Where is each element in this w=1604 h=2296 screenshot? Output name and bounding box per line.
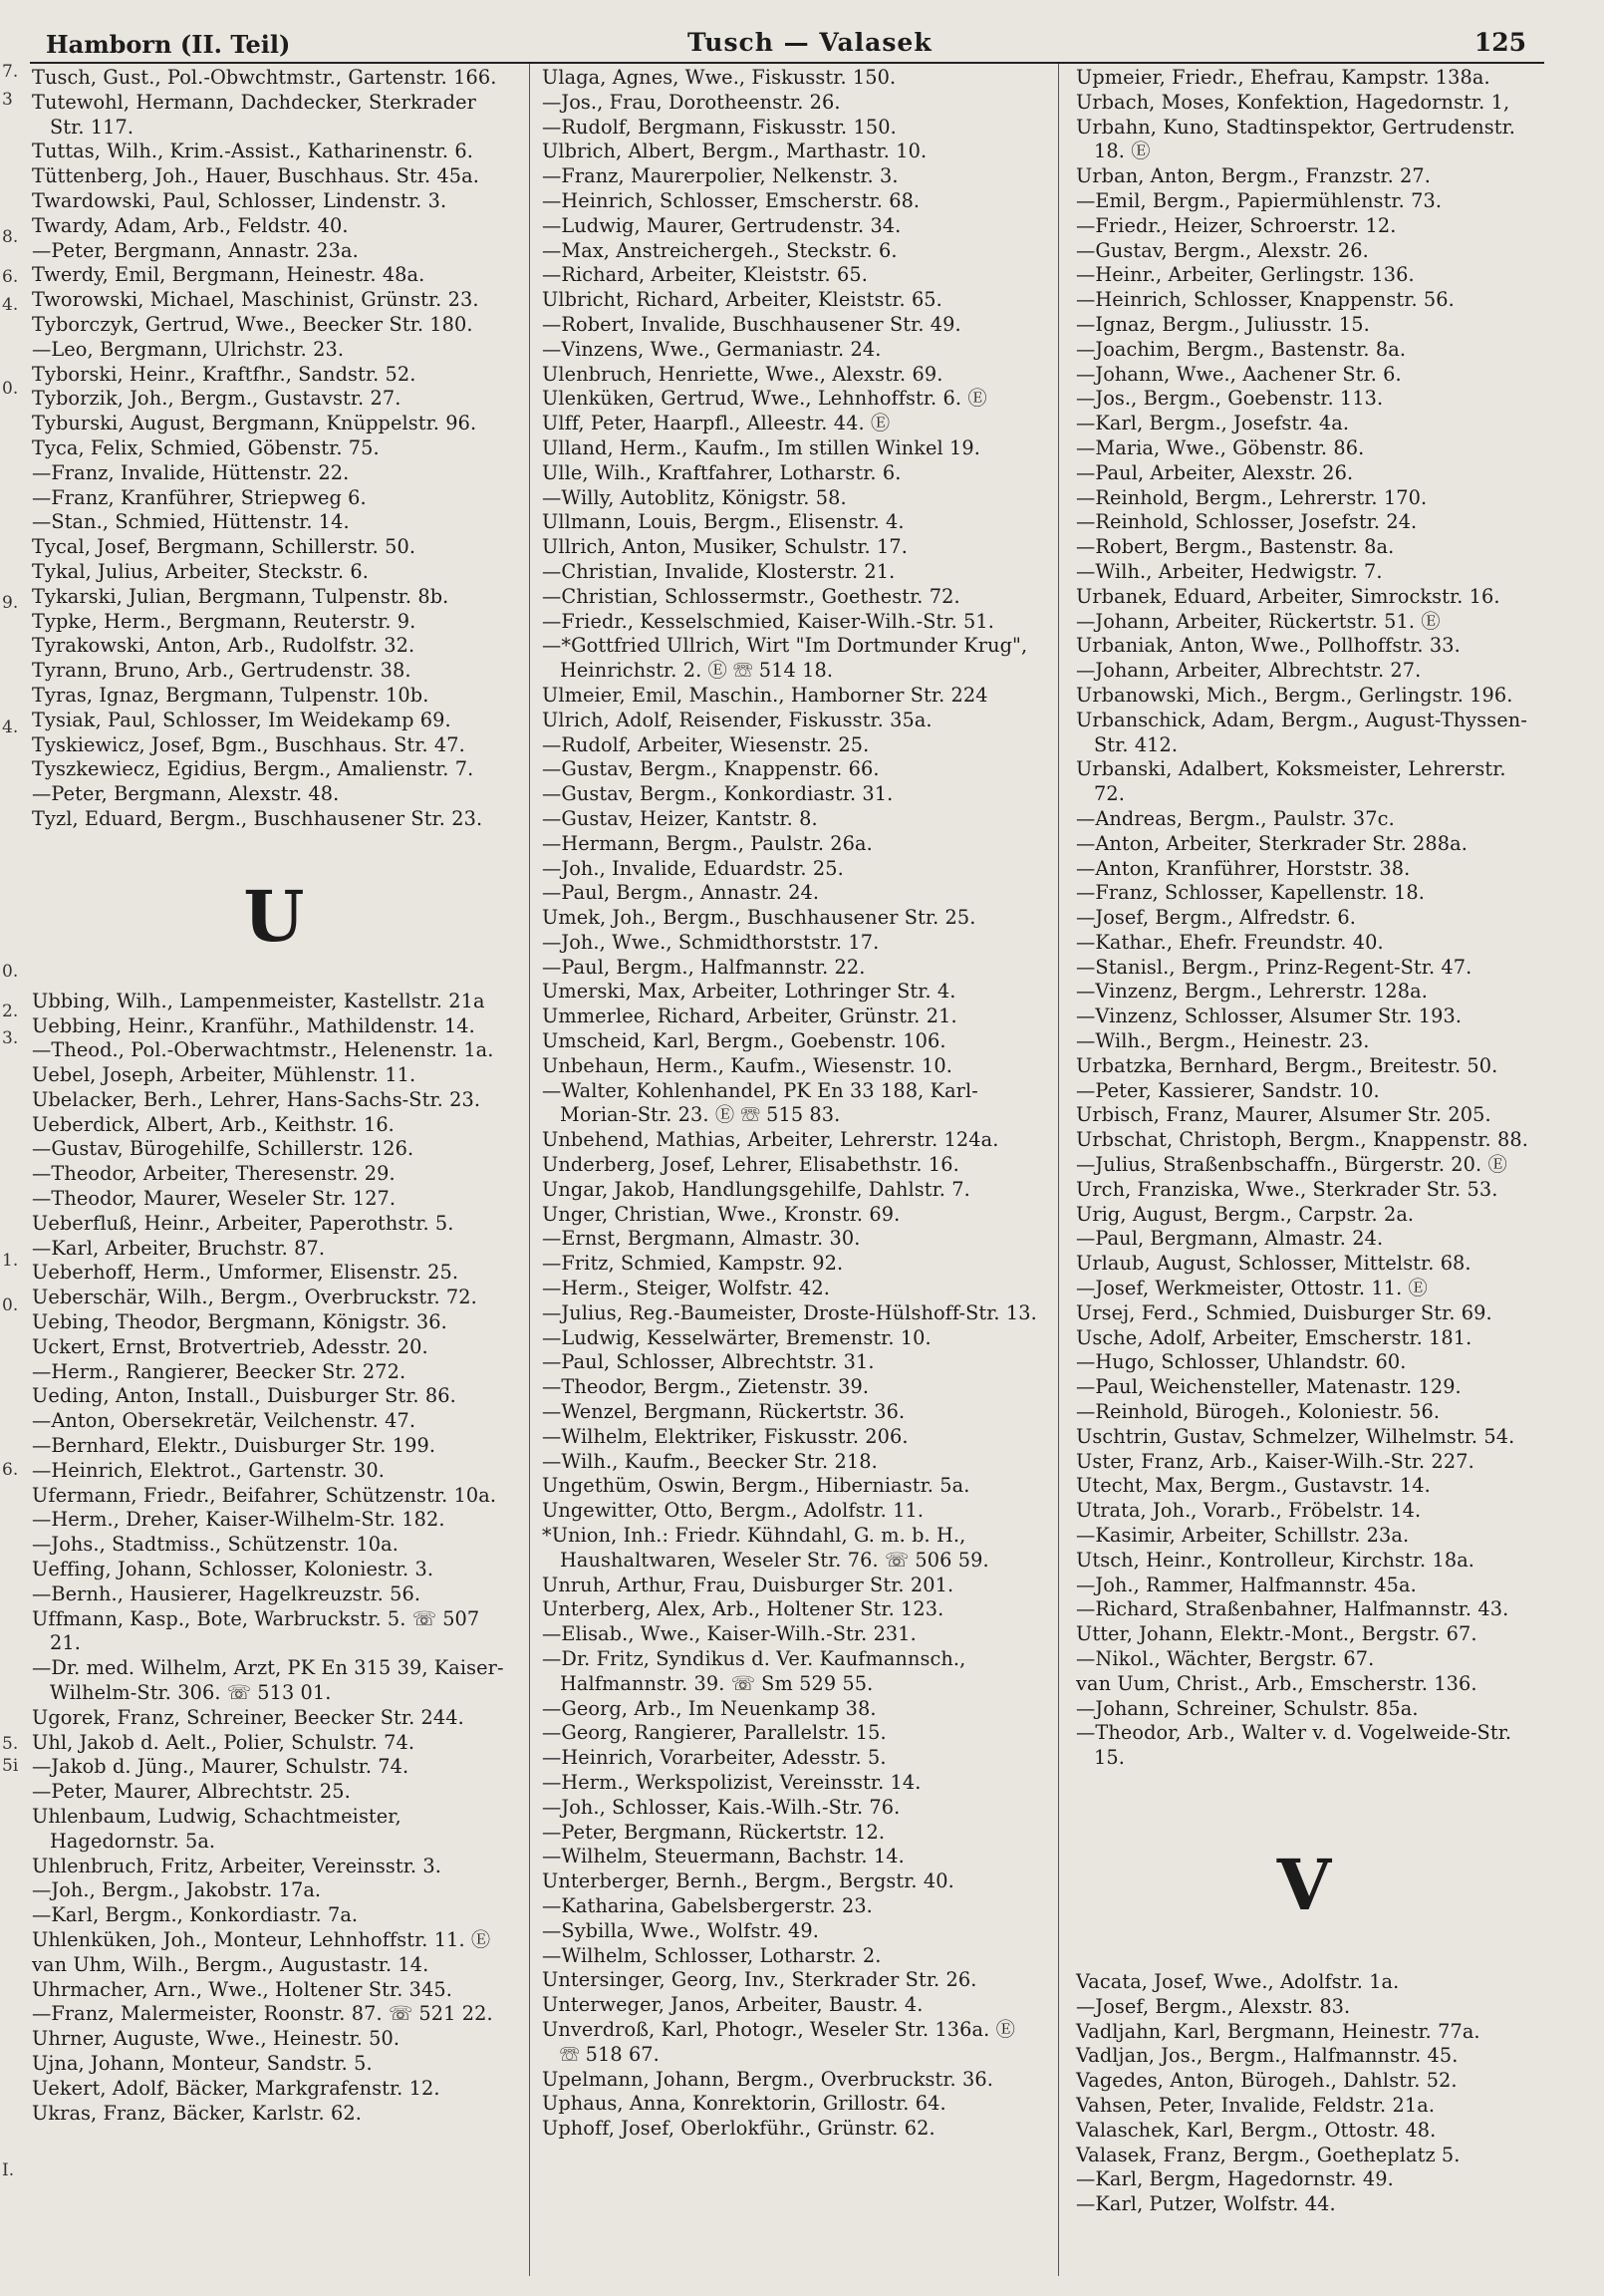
directory-entry: —Franz, Malermeister, Roonstr. 87. ☏ 521 22. [32,2002,493,2026]
directory-entry: Ubelacker, Berh., Lehrer, Hans-Sachs-Str. 23. [32,1087,481,1111]
directory-entry: —Ludwig, Maurer, Gertrudenstr. 34. [542,213,902,237]
directory-entry: —Wilhelm, Schlosser, Lotharstr. 2. [542,1943,882,1967]
directory-entry: —Vinzenz, Bergm., Lehrerstr. 128a. [1076,980,1428,1004]
directory-entry: —Jos., Bergm., Goebenstr. 113. [1076,387,1384,411]
directory-entry: Ubbing, Wilh., Lampenmeister, Kastellstr. 21a [32,989,485,1012]
directory-entry: Untersinger, Georg, Inv., Sterkrader Str. 26. [542,1968,977,1992]
directory-entry: Urbanowski, Mich., Bergm., Gerlingstr. 196. [1076,683,1513,707]
directory-entry: —Herm., Rangierer, Beecker Str. 272. [32,1359,406,1383]
directory-entry: —Dr. med. Wilhelm, Arzt, PK En 315 39, Kaiser-Wilhelm-Str. 306. ☏ 513 01. [32,1656,504,1705]
directory-entry: —Joh., Invalide, Eduardstr. 25. [542,856,844,880]
directory-entry: —Johann, Arbeiter, Rückertstr. 51. Ⓔ [1076,609,1441,633]
directory-entry: —Josef, Werkmeister, Ottostr. 11. Ⓔ [1076,1277,1428,1300]
directory-entry: Tyburski, August, Bergmann, Knüppelstr. 96. [32,412,477,435]
directory-entry: —Richard, Straßenbahner, Halfmannstr. 43. [1076,1597,1509,1621]
directory-entry: Urban, Anton, Bergm., Franzstr. 27. [1076,164,1431,188]
directory-entry: —Heinrich, Elektrot., Gartenstr. 30. [32,1458,385,1482]
directory-entry: Tyborzik, Joh., Bergm., Gustavstr. 27. [32,387,401,411]
directory-entry: Uphaus, Anna, Konrektorin, Grillostr. 64. [542,2092,946,2116]
directory-entry: Tysiak, Paul, Schlosser, Im Weidekamp 69. [32,708,451,731]
margin-mark: 2. [2,1002,19,1021]
directory-entry: Unterberger, Bernh., Bergm., Bergstr. 40. [542,1869,954,1893]
directory-entry: —Katharina, Gabelsbergerstr. 23. [542,1893,873,1917]
directory-entry: Ukras, Franz, Bäcker, Karlstr. 62. [32,2101,362,2125]
directory-entry: Unruh, Arthur, Frau, Duisburger Str. 201. [542,1573,954,1596]
directory-entry: —Bernhard, Elektr., Duisburger Str. 199. [32,1434,436,1458]
directory-entry: —Joh., Bergm., Jakobstr. 17a. [32,1878,322,1902]
directory-entry: —Jakob d. Jüng., Maurer, Schulstr. 74. [32,1755,409,1779]
directory-entry: Ueberschär, Wilh., Bergm., Overbruckstr. 72. [32,1286,477,1309]
directory-entry: —Kasimir, Arbeiter, Schillstr. 23a. [1076,1524,1410,1548]
directory-entry: Ulrich, Adolf, Reisender, Fiskusstr. 35a. [542,708,933,731]
directory-entry: —Franz, Schlosser, Kapellenstr. 18. [1076,881,1425,905]
directory-entry: —Rudolf, Arbeiter, Wiesenstr. 25. [542,732,870,756]
directory-entry: —Fritz, Schmied, Kampstr. 92. [542,1252,844,1276]
directory-entry: —Friedr., Kesselschmied, Kaiser-Wilh.-Str. 51. [542,609,995,633]
directory-entry: Unterweger, Janos, Arbeiter, Baustr. 4. [542,1993,924,2017]
directory-entry: —Reinhold, Bürogeh., Koloniestr. 56. [1076,1400,1441,1424]
directory-entry: Urbschat, Christoph, Bergm., Knappenstr. 88. [1076,1128,1528,1152]
directory-entry: —Joh., Rammer, Halfmannstr. 45a. [1076,1573,1417,1596]
directory-entry: —Richard, Arbeiter, Kleiststr. 65. [542,263,868,287]
directory-entry: Urch, Franziska, Wwe., Sterkrader Str. 53. [1076,1177,1498,1201]
directory-entry: —Stan., Schmied, Hüttenstr. 14. [32,510,350,534]
directory-entry: —Gustav, Heizer, Kantstr. 8. [542,806,818,830]
directory-entry: Tyrakowski, Anton, Arb., Rudolfstr. 32. [32,634,415,658]
directory-entry: —Joachim, Bergm., Bastenstr. 8a. [1076,337,1407,361]
directory-entry: —Hermann, Bergm., Paulstr. 26a. [542,831,873,855]
directory-entry: Urbach, Moses, Konfektion, Hagedornstr. 1, [1076,90,1510,114]
directory-entry: —Georg, Rangierer, Parallelstr. 15. [542,1721,887,1745]
directory-entry: —Wilh., Bergm., Heinestr. 23. [1076,1029,1370,1053]
directory-entry: Underberg, Josef, Lehrer, Elisabethstr. 16. [542,1153,959,1177]
directory-entry: Umek, Joh., Bergm., Buschhausener Str. 25. [542,906,976,930]
directory-entry: Ujna, Johann, Monteur, Sandstr. 5. [32,2051,373,2075]
margin-mark: 0. [2,962,19,982]
margin-mark: 9. [2,593,19,613]
directory-entry: —Theodor, Arbeiter, Theresenstr. 29. [32,1162,396,1186]
directory-entry: Twardy, Adam, Arb., Feldstr. 40. [32,213,349,237]
directory-entry: —Paul, Bergm., Annastr. 24. [542,881,820,905]
directory-entry: Valasek, Franz, Bergm., Goetheplatz 5. [1076,2143,1461,2166]
directory-entry: —Gustav, Bergm., Knappenstr. 66. [542,757,880,781]
directory-entry: Uhrmacher, Arn., Wwe., Holtener Str. 345. [32,1977,452,2001]
entry-list [32,990,516,2127]
directory-entry: Urbahn, Kuno, Stadtinspektor, Gertrudenstr. 18. Ⓔ [1076,115,1516,163]
directory-entry: Urbanek, Eduard, Arbeiter, Simrockstr. 16. [1076,584,1500,608]
directory-entry: Uhrner, Auguste, Wwe., Heinestr. 50. [32,2027,401,2051]
directory-entry: Ungewitter, Otto, Bergm., Adolfstr. 11. [542,1499,925,1523]
directory-entry: Tykal, Julius, Arbeiter, Steckstr. 6. [32,559,369,583]
directory-entry: —Peter, Bergmann, Annastr. 23a. [32,238,359,262]
directory-entry: —Wilhelm, Steuermann, Bachstr. 14. [542,1845,905,1868]
directory-entry: Tworowski, Michael, Maschinist, Grünstr. 23. [32,288,479,312]
left-margin-marks [2,60,19,2252]
directory-entry: Tyzl, Eduard, Bergm., Buschhausener Str. 23. [32,806,483,830]
directory-entry: —Karl, Bergm., Konkordiastr. 7a. [32,1903,359,1927]
directory-entry: —Theod., Pol.-Oberwachtmstr., Helenenstr. 1a. [32,1038,494,1062]
directory-entry: —Peter, Bergmann, Alexstr. 48. [32,782,340,806]
directory-entry: Ungar, Jakob, Handlungsgehilfe, Dahlstr. 7. [542,1177,970,1201]
column-2 [542,66,1037,2142]
entry-list [32,66,516,832]
directory-entry: Ueffing, Johann, Schlosser, Koloniestr. 3. [32,1558,434,1581]
directory-entry: Upmeier, Friedr., Ehefrau, Kampstr. 138a. [1076,66,1490,89]
directory-entry: —Heinrich, Schlosser, Knappenstr. 56. [1076,288,1455,312]
directory-entry: —Paul, Bergm., Halfmannstr. 22. [542,955,866,979]
directory-entry: —Josef, Bergm., Alexstr. 83. [1076,1994,1351,2018]
header-section-title: Hamborn (II. Teil) [46,30,291,59]
directory-entry: Urbatzka, Bernhard, Bergm., Breitestr. 50. [1076,1053,1498,1077]
directory-entry: Tyras, Ignaz, Bergmann, Tulpenstr. 10b. [32,683,429,707]
directory-entry: —Max, Anstreichergeh., Steckstr. 6. [542,238,898,262]
directory-entry: —Wenzel, Bergmann, Rückertstr. 36. [542,1400,906,1424]
directory-entry: Utsch, Heinr., Kontrolleur, Kirchstr. 18a. [1076,1548,1475,1572]
directory-entry: —Ludwig, Kesselwärter, Bremenstr. 10. [542,1325,932,1349]
directory-entry: —Elisab., Wwe., Kaiser-Wilh.-Str. 231. [542,1622,917,1646]
directory-entry: Ulenküken, Gertrud, Wwe., Lehnhoffstr. 6. Ⓔ [542,387,987,411]
directory-entry: Tuttas, Wilh., Krim.-Assist., Katharinenstr. 6. [32,140,473,163]
directory-entry: Twerdy, Emil, Bergmann, Heinestr. 48a. [32,263,425,287]
directory-entry: —Sybilla, Wwe., Wolfstr. 49. [542,1918,819,1942]
directory-entry: —Joh., Wwe., Schmidthorststr. 17. [542,930,880,954]
directory-entry: Vagedes, Anton, Bürogeh., Dahlstr. 52. [1076,2069,1458,2093]
directory-entry: *Union, Inh.: Friedr. Kühndahl, G. m. b. H., Haushaltwaren, Weseler Str. 76. ☏ 506 59. [542,1524,989,1572]
column-1 [32,66,516,2126]
directory-entry: Ullrich, Anton, Musiker, Schulstr. 17. [542,535,908,559]
directory-entry: —Gustav, Bergm., Konkordiastr. 31. [542,782,894,806]
directory-entry: Urig, August, Bergm., Carpstr. 2a. [1076,1202,1415,1226]
directory-entry: Vadljan, Jos., Bergm., Halfmannstr. 45. [1076,2044,1459,2068]
directory-entry: Urlaub, August, Schlosser, Mittelstr. 68. [1076,1252,1471,1276]
directory-entry: —Anton, Kranführer, Horststr. 38. [1076,856,1411,880]
margin-mark: 8. [2,227,19,247]
margin-mark: 3. [2,1028,19,1048]
directory-entry: Ulaga, Agnes, Wwe., Fiskusstr. 150. [542,66,897,89]
directory-entry: —Hugo, Schlosser, Uhlandstr. 60. [1076,1350,1407,1374]
directory-entry: Unbehend, Mathias, Arbeiter, Lehrerstr. 124a. [542,1128,999,1152]
margin-mark: 6. [2,267,19,287]
section-letter-v: V [1276,1843,1332,1926]
directory-entry: Ulmeier, Emil, Maschin., Hamborner Str. 224 [542,683,988,707]
directory-entry: —Herm., Werkspolizist, Vereinsstr. 14. [542,1770,922,1794]
directory-entry: Uebing, Theodor, Bergmann, Königstr. 36. [32,1310,447,1334]
directory-entry: —Kathar., Ehefr. Freundstr. 40. [1076,930,1384,954]
page-header [30,26,1544,64]
directory-entry: Umerski, Max, Arbeiter, Lothringer Str. 4. [542,980,956,1004]
directory-entry: —Karl, Arbeiter, Bruchstr. 87. [32,1236,326,1260]
directory-entry: —*Gottfried Ullrich, Wirt "Im Dortmunder Krug", Heinrichstr. 2. Ⓔ ☏ 514 18. [542,634,1028,683]
directory-entry: —Julius, Reg.-Baumeister, Droste-Hülshoff-Str. 13. [542,1300,1037,1324]
directory-entry: Vadljahn, Karl, Bergmann, Heinestr. 77a. [1076,2019,1480,2043]
entry-list [1076,1970,1532,2217]
directory-entry: —Heinrich, Schlosser, Emscherstr. 68. [542,188,921,212]
directory-entry: —Paul, Arbeiter, Alexstr. 26. [1076,460,1354,484]
directory-entry: —Vinzenz, Schlosser, Alsumer Str. 193. [1076,1004,1463,1028]
directory-entry: Uhlenbaum, Ludwig, Schachtmeister, Hagedornstr. 5a. [32,1805,401,1853]
directory-entry: Ursej, Ferd., Schmied, Duisburger Str. 69. [1076,1300,1492,1324]
margin-mark: 4. [2,718,19,737]
directory-entry: —Anton, Arbeiter, Sterkrader Str. 288a. [1076,831,1468,855]
directory-entry: Tüttenberg, Joh., Hauer, Buschhaus. Str. 45a. [32,164,479,188]
section-letter-u: U [243,874,305,958]
directory-entry: Tyskiewicz, Josef, Bgm., Buschhaus. Str. 47. [32,732,465,756]
margin-mark: 0. [2,1295,19,1315]
directory-entry: —Reinhold, Bergm., Lehrerstr. 170. [1076,485,1428,509]
directory-entry: Ufermann, Friedr., Beifahrer, Schützenstr. 10a. [32,1483,497,1507]
directory-entry: —Johann, Arbeiter, Albrechtstr. 27. [1076,659,1422,683]
directory-entry: —Walter, Kohlenhandel, PK En 33 188, Karl-Morian-Str. 23. Ⓔ ☏ 515 83. [542,1078,978,1127]
directory-entry: —Christian, Schlossermstr., Goethestr. 72. [542,584,960,608]
directory-entry: Unbehaun, Herm., Kaufm., Wiesenstr. 10. [542,1053,953,1077]
directory-entry: Ulbrich, Albert, Bergm., Marthastr. 10. [542,140,928,163]
directory-entry: —Julius, Straßenbschaffn., Bürgerstr. 20. Ⓔ [1076,1153,1507,1177]
directory-entry: —Wilh., Kaufm., Beecker Str. 218. [542,1449,878,1473]
header-name-range: Tusch — Valasek [687,28,933,57]
directory-entry: —Robert, Bergm., Bastenstr. 8a. [1076,535,1395,559]
directory-entry: —Karl, Bergm, Hagedornstr. 49. [1076,2167,1394,2191]
directory-entry: Vacata, Josef, Wwe., Adolfstr. 1a. [1076,1969,1400,1993]
column-divider [529,64,530,2276]
directory-entry: —Herm., Steiger, Wolfstr. 42. [542,1277,831,1300]
directory-entry: —Johann, Schreiner, Schulstr. 85a. [1076,1696,1419,1720]
margin-mark: 5i [2,1756,19,1776]
directory-entry: Upelmann, Johann, Bergm., Overbruckstr. 36. [542,2067,993,2091]
directory-entry: Ulff, Peter, Haarpfl., Alleestr. 44. Ⓔ [542,412,891,435]
directory-entry: —Franz, Kranführer, Striepweg 6. [32,485,367,509]
margin-mark: 7. [2,62,19,82]
directory-entry: Urbaniak, Anton, Wwe., Pollhoffstr. 33. [1076,634,1461,658]
directory-entry: Uhlenküken, Joh., Monteur, Lehnhoffstr. 11. Ⓔ [32,1927,491,1951]
directory-entry: —Stanisl., Bergm., Prinz-Regent-Str. 47. [1076,955,1472,979]
directory-entry: Uphoff, Josef, Oberlokführ., Grünstr. 62. [542,2117,936,2141]
directory-entry: Uhl, Jakob d. Aelt., Polier, Schulstr. 74. [32,1730,415,1754]
directory-entry: —Reinhold, Schlosser, Josefstr. 24. [1076,510,1418,534]
directory-entry: —Franz, Invalide, Hüttenstr. 22. [32,460,350,484]
directory-entry: Ulenbruch, Henriette, Wwe., Alexstr. 69. [542,362,943,386]
directory-entry: —Peter, Bergmann, Rückertstr. 12. [542,1820,886,1844]
directory-entry: Utecht, Max, Bergm., Gustavstr. 14. [1076,1474,1431,1498]
directory-entry: —Gustav, Bergm., Alexstr. 26. [1076,238,1369,262]
column-divider [1058,64,1059,2276]
directory-entry: —Peter, Kassierer, Sandstr. 10. [1076,1078,1380,1102]
directory-entry: van Uhm, Wilh., Bergm., Augustastr. 14. [32,1952,429,1976]
directory-entry: Tyrann, Bruno, Arb., Gertrudenstr. 38. [32,659,411,683]
directory-entry: —Robert, Invalide, Buschhausener Str. 49. [542,312,961,336]
directory-entry: Uekert, Adolf, Bäcker, Markgrafenstr. 12. [32,2076,440,2100]
directory-entry: Tyborczyk, Gertrud, Wwe., Beecker Str. 180. [32,312,473,336]
margin-mark: 6. [2,1460,19,1480]
directory-entry: Utter, Johann, Elektr.-Mont., Bergstr. 67. [1076,1622,1477,1646]
directory-entry: —Andreas, Bergm., Paulstr. 37c. [1076,806,1395,830]
directory-entry: Urbanschick, Adam, Bergm., August-Thyssen-Str. 412. [1076,708,1527,756]
directory-entry: —Bernh., Hausierer, Hagelkreuzstr. 56. [32,1581,421,1605]
directory-entry: —Heinr., Arbeiter, Gerlingstr. 136. [1076,263,1415,287]
directory-entry: —Wilhelm, Elektriker, Fiskusstr. 206. [542,1424,909,1448]
directory-entry: —Herm., Dreher, Kaiser-Wilhelm-Str. 182. [32,1508,445,1532]
margin-mark: I. [2,2160,15,2180]
directory-entry: Ugorek, Franz, Schreiner, Beecker Str. 244. [32,1705,464,1729]
directory-entry: Ulbricht, Richard, Arbeiter, Kleiststr. 65. [542,288,942,312]
directory-entry: Tutewohl, Hermann, Dachdecker, Sterkrader Str. 117. [32,90,476,139]
directory-entry: —Georg, Arb., Im Neuenkamp 38. [542,1696,877,1720]
directory-entry: Uckert, Ernst, Brotvertrieb, Adesstr. 20. [32,1334,428,1358]
directory-entry: —Johs., Stadtmiss., Schützenstr. 10a. [32,1533,399,1557]
directory-entry: Uhlenbruch, Fritz, Arbeiter, Vereinsstr. 3. [32,1854,441,1877]
column-3 [1076,66,1532,2217]
margin-mark: 0. [2,379,19,399]
directory-entry: Ueberdick, Albert, Arb., Keithstr. 16. [32,1112,395,1136]
directory-entry: —Karl, Bergm., Josefstr. 4a. [1076,412,1350,435]
directory-entry: —Jos., Frau, Dorotheenstr. 26. [542,90,841,114]
directory-entry: Ullmann, Louis, Bergm., Elisenstr. 4. [542,510,905,534]
directory-entry: Ueberhoff, Herm., Umformer, Elisenstr. 25. [32,1261,459,1285]
directory-entry: —Ernst, Bergmann, Almastr. 30. [542,1227,861,1251]
directory-entry: —Peter, Maurer, Albrechtstr. 25. [32,1780,351,1804]
directory-entry: —Maria, Wwe., Göbenstr. 86. [1076,435,1365,459]
page-number: 125 [1473,28,1526,57]
directory-entry: Uschtrin, Gustav, Schmelzer, Wilhelmstr. 54. [1076,1424,1515,1448]
directory-entry: Ulland, Herm., Kaufm., Im stillen Winkel 19. [542,435,980,459]
directory-entry: Urbanski, Adalbert, Koksmeister, Lehrerstr. 72. [1076,757,1506,806]
margin-mark: 3 [2,90,13,110]
margin-mark: 4. [2,295,19,315]
directory-entry: Ummerlee, Richard, Arbeiter, Grünstr. 21. [542,1004,957,1028]
directory-entry: —Heinrich, Vorarbeiter, Adesstr. 5. [542,1746,887,1770]
directory-entry: —Johann, Wwe., Aachener Str. 6. [1076,362,1402,386]
directory-entry: —Theodor, Arb., Walter v. d. Vogelweide-Str. 15. [1076,1721,1512,1770]
directory-entry: Tyca, Felix, Schmied, Göbenstr. 75. [32,435,380,459]
directory-entry: Ueding, Anton, Install., Duisburger Str. 86. [32,1384,456,1408]
directory-entry: Valaschek, Karl, Bergm., Ottostr. 48. [1076,2118,1437,2142]
directory-entry: —Leo, Bergmann, Ulrichstr. 23. [32,337,345,361]
directory-entry: —Willy, Autoblitz, Königstr. 58. [542,485,847,509]
directory-entry: Tyszkewiecz, Egidius, Bergm., Amalienstr. 7. [32,757,474,781]
directory-entry: Tykarski, Julian, Bergmann, Tulpenstr. 8b. [32,584,449,608]
directory-entry: Ungethüm, Oswin, Bergm., Hiberniastr. 5a. [542,1474,970,1498]
directory-entry: Ueberfluß, Heinr., Arbeiter, Paperothstr. 5. [32,1211,454,1235]
directory-entry: Tycal, Josef, Bergmann, Schillerstr. 50. [32,535,416,559]
directory-entry: —Dr. Fritz, Syndikus d. Ver. Kaufmannsch., Halfmannstr. 39. ☏ Sm 529 55. [542,1647,966,1695]
directory-entry: —Karl, Putzer, Wolfstr. 44. [1076,2192,1336,2216]
directory-entry: —Theodor, Bergm., Zietenstr. 39. [542,1375,870,1399]
directory-entry: Usche, Adolf, Arbeiter, Emscherstr. 181. [1076,1325,1472,1349]
entry-list [1076,66,1532,1771]
directory-entry: Uster, Franz, Arb., Kaiser-Wilh.-Str. 227. [1076,1449,1474,1473]
directory-entry: —Christian, Invalide, Klosterstr. 21. [542,559,896,583]
directory-entry: Unverdroß, Karl, Photogr., Weseler Str. 136a. Ⓔ ☏ 518 67. [542,2017,1015,2066]
directory-entry: —Nikol., Wächter, Bergstr. 67. [1076,1647,1375,1670]
directory-entry: —Paul, Bergmann, Almastr. 24. [1076,1227,1384,1251]
directory-entry: Ulle, Wilh., Kraftfahrer, Lotharstr. 6. [542,460,902,484]
directory-entry: Tyborski, Heinr., Kraftfhr., Sandstr. 52. [32,362,416,386]
directory-entry: —Ignaz, Bergm., Juliusstr. 15. [1076,312,1370,336]
directory-entry: Uebbing, Heinr., Kranführ., Mathildenstr. 14. [32,1013,475,1037]
directory-entry: Uebel, Joseph, Arbeiter, Mühlenstr. 11. [32,1063,416,1087]
directory-entry: Typke, Herm., Bergmann, Reuterstr. 9. [32,609,416,633]
directory-entry: Twardowski, Paul, Schlosser, Lindenstr. 3. [32,188,447,212]
directory-entry: Urbisch, Franz, Maurer, Alsumer Str. 205. [1076,1103,1491,1127]
directory-entry: —Emil, Bergm., Papiermühlenstr. 73. [1076,188,1443,212]
directory-entry: Unger, Christian, Wwe., Kronstr. 69. [542,1202,901,1226]
directory-entry: —Josef, Bergm., Alfredstr. 6. [1076,906,1356,930]
entry-list [542,66,1037,2142]
directory-entry: —Paul, Weichensteller, Matenastr. 129. [1076,1375,1462,1399]
margin-mark: 5. [2,1734,19,1754]
directory-entry: —Rudolf, Bergmann, Fiskusstr. 150. [542,115,897,139]
directory-entry: Umscheid, Karl, Bergm., Goebenstr. 106. [542,1029,946,1053]
directory-entry: —Theodor, Maurer, Weseler Str. 127. [32,1187,397,1211]
directory-entry: Vahsen, Peter, Invalide, Feldstr. 21a. [1076,2093,1436,2117]
directory-entry: —Anton, Obersekretär, Veilchenstr. 47. [32,1409,416,1433]
margin-mark: 1. [2,1251,19,1271]
directory-entry: —Friedr., Heizer, Schroerstr. 12. [1076,213,1397,237]
directory-entry: Unterberg, Alex, Arb., Holtener Str. 123. [542,1597,944,1621]
directory-entry: —Joh., Schlosser, Kais.-Wilh.-Str. 76. [542,1795,901,1819]
directory-entry: —Franz, Maurerpolier, Nelkenstr. 3. [542,164,899,188]
directory-entry: —Paul, Schlosser, Albrechtstr. 31. [542,1350,875,1374]
directory-entry: Utrata, Joh., Vorarb., Fröbelstr. 14. [1076,1499,1422,1523]
directory-entry: —Vinzens, Wwe., Germaniastr. 24. [542,337,882,361]
directory-entry: Tusch, Gust., Pol.-Obwchtmstr., Gartenstr. 166. [32,66,497,89]
directory-entry: van Uum, Christ., Arb., Emscherstr. 136. [1076,1671,1477,1695]
directory-entry: —Wilh., Arbeiter, Hedwigstr. 7. [1076,559,1383,583]
directory-entry: —Gustav, Bürogehilfe, Schillerstr. 126. [32,1137,414,1161]
directory-entry: Uffmann, Kasp., Bote, Warbruckstr. 5. ☏ 507 21. [32,1606,480,1655]
